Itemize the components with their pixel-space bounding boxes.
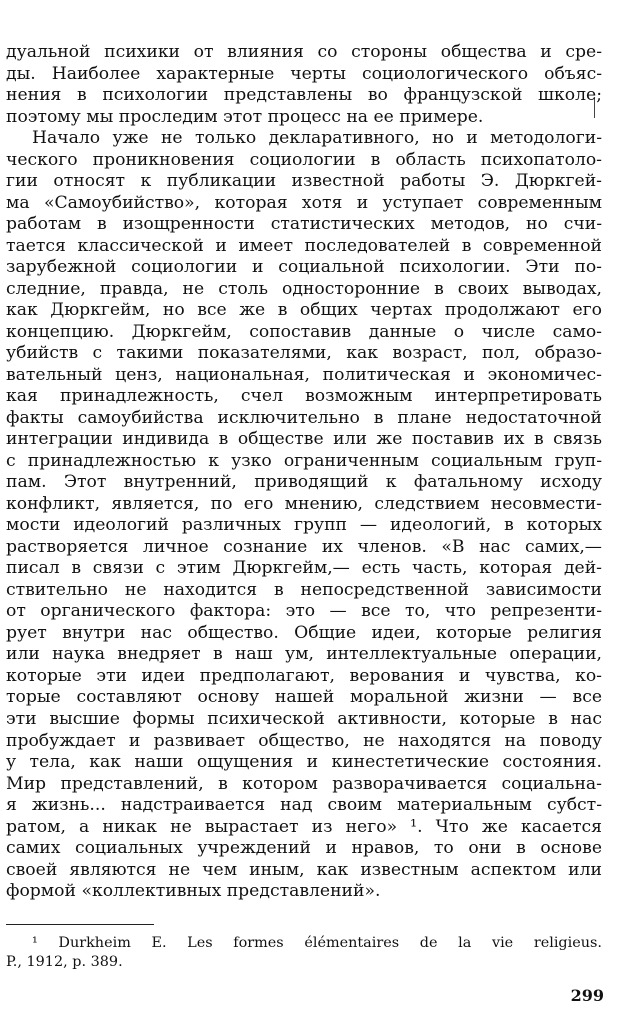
text-line: гии относят к публикации известной работы Э. Дюркгей- xyxy=(6,171,602,192)
text-line: факты самоубийства исключительно в плане недостаточной xyxy=(6,407,602,428)
text-line: писал в связи с этим Дюркгейм,— есть часть, которая дей- xyxy=(6,558,602,579)
text-line: самих социальных учреждений и нравов, то они в основе xyxy=(6,838,602,859)
footnote-line: P., 1912, p. 389. xyxy=(6,954,123,970)
footnote-divider xyxy=(6,924,154,925)
text-line: пробуждает и развивает общество, не находятся на поводу xyxy=(6,730,602,751)
text-line: дуальной психики от влияния со стороны общества и сре- xyxy=(6,42,602,62)
text-line: следние, правда, не столь односторонние в своих выводах, xyxy=(6,278,602,299)
text-line: формой «коллективных представлений». xyxy=(6,881,381,902)
footnote xyxy=(6,934,602,972)
text-line: или наука внедряет в наш ум, интеллектуальные операции, xyxy=(6,644,602,665)
text-line: своей являются не чем иным, как известным аспектом или xyxy=(6,859,602,880)
text-line: эти высшие формы психической активности, которые в нас xyxy=(6,708,602,729)
text-line: Начало уже не только декларативного, но и методологи- xyxy=(32,128,602,149)
text-line: растворяется личное сознание их членов. «В нас самих,— xyxy=(6,536,602,557)
text-line: зарубежной социологии и социальной психологии. Эти по- xyxy=(6,257,602,278)
text-line: вательный ценз, национальная, политическая и экономичес- xyxy=(6,364,602,385)
page-number: 299 xyxy=(570,986,604,1005)
text-line: ствительно не находится в непосредственной зависимости xyxy=(6,579,602,600)
text-line: ческого проникновения социологии в область психопатоло- xyxy=(6,149,602,170)
text-line: Мир представлений, в котором разворачивается социальна- xyxy=(6,773,602,794)
text-line: пам. Этот внутренний, приводящий к фатальному исходу xyxy=(6,472,602,493)
text-line: которые эти идеи предполагают, верования и чувства, ко- xyxy=(6,665,602,686)
main-text xyxy=(6,42,602,903)
text-line: ма «Самоубийство», которая хотя и уступает современным xyxy=(6,192,602,213)
text-line: поэтому мы проследим этот процесс на ее примере. xyxy=(6,106,484,127)
text-line: убийств с такими показателями, как возраст, пол, образо- xyxy=(6,343,602,364)
text-line: ды. Наиболее характерные черты социологического объяс- xyxy=(6,63,602,84)
footnote-line: ¹ Durkheim E. Les formes élémentaires de la vie religieus. xyxy=(32,935,602,951)
text-line: ратом, а никак не вырастает из него» ¹. Что же касается xyxy=(6,816,602,837)
text-line: нения в психологии представлены во французской школе; xyxy=(6,85,602,106)
text-line: как Дюркгейм, но все же в общих чертах продолжают его xyxy=(6,300,602,321)
text-line: работам в изощренности статистических методов, но счи- xyxy=(6,214,602,235)
text-line: интеграции индивида в обществе или же поставив их в связь xyxy=(6,429,602,450)
text-line: тается классической и имеет последователей в современной xyxy=(6,235,602,256)
text-line: я жизнь... надстраивается над своим материальным субст- xyxy=(6,795,602,816)
text-line: концепцию. Дюркгейм, сопоставив данные о числе само- xyxy=(6,321,602,342)
text-line: рует внутри нас общество. Общие идеи, которые религия xyxy=(6,622,602,643)
text-line: с принадлежностью к узко ограниченным социальным груп- xyxy=(6,450,602,471)
text-line: у тела, как наши ощущения и кинестетические состояния. xyxy=(6,752,602,773)
text-line: кая принадлежность, счел возможным интерпретировать xyxy=(6,386,602,407)
text-line: мости идеологий различных групп — идеологий, в которых xyxy=(6,515,602,536)
text-line: от органического фактора: это — все то, что репрезенти- xyxy=(6,601,602,622)
text-line: конфликт, является, по его мнению, следствием несовмести- xyxy=(6,493,602,514)
text-line: торые составляют основу нашей моральной жизни — все xyxy=(6,687,602,708)
